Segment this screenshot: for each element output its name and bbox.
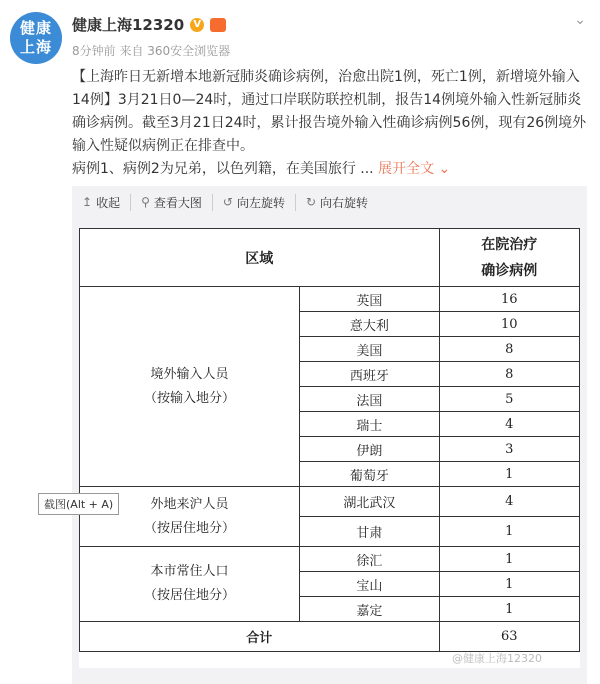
rotate-left-button[interactable] xyxy=(212,194,295,211)
header-count xyxy=(439,229,579,287)
count-cell: 1 xyxy=(439,517,579,547)
group-cell xyxy=(80,547,300,622)
post-text-2: 病例1、病例2为兄弟，以色列籍，在美国旅行 ... xyxy=(72,161,379,177)
group-label: 外地来沪人员 xyxy=(150,496,229,512)
group-sublabel: （按居住地分） xyxy=(144,588,236,603)
post-text-truncated xyxy=(72,158,587,181)
rotate-right-icon: ↻ xyxy=(305,195,317,209)
case-table-image[interactable] xyxy=(79,228,580,668)
search-icon: ⚲ xyxy=(141,195,150,209)
account-header xyxy=(72,14,226,35)
count-cell: 4 xyxy=(439,412,579,437)
header-region: 区域 xyxy=(80,229,440,287)
group-label: 本市常住人口 xyxy=(150,564,229,579)
chevron-down-icon: ⌄ xyxy=(438,161,451,177)
group-cell xyxy=(80,287,300,487)
rotate-left-label: 向左旋转 xyxy=(236,195,285,210)
expand-label: 展开全文 xyxy=(378,161,435,177)
table-row xyxy=(80,547,580,572)
case-table xyxy=(79,228,580,652)
collapse-button[interactable] xyxy=(72,194,130,211)
avatar-text-1: 健康 xyxy=(19,19,52,37)
screenshot-tooltip: 截图(Alt + A) xyxy=(38,493,119,515)
image-panel xyxy=(72,186,587,684)
group-label: 境外输入人员 xyxy=(150,366,229,382)
post-content xyxy=(72,66,587,181)
post-text: 【上海昨日无新增本地新冠肺炎确诊病例，治愈出院1例，死亡1例，新增境外输入14例】3月21日0—24时，通过口岸联防联控机制，报告14例境外输入性新冠肺炎确诊病例。截至3月21日24时，累计报告境外输入性确诊病例56例，现有26例境外输入性疑似病例正在排查中。 xyxy=(72,69,587,154)
group-sublabel: （按居住地分） xyxy=(144,520,236,536)
count-cell: 5 xyxy=(439,387,579,412)
count-cell: 1 xyxy=(439,572,579,597)
count-cell: 1 xyxy=(439,597,579,622)
count-cell: 4 xyxy=(439,487,579,517)
view-large-button[interactable] xyxy=(130,194,212,211)
rotate-right-label: 向右旋转 xyxy=(320,195,369,210)
table-header-row xyxy=(80,229,580,287)
place-cell: 湖北武汉 xyxy=(300,487,439,517)
place-cell: 瑞士 xyxy=(300,412,439,437)
count-cell: 8 xyxy=(439,337,579,362)
count-cell: 1 xyxy=(439,547,579,572)
collapse-label: 收起 xyxy=(96,195,121,210)
count-cell: 1 xyxy=(439,462,579,487)
place-cell: 葡萄牙 xyxy=(300,462,439,487)
rotate-left-icon: ↺ xyxy=(222,195,233,209)
place-cell: 西班牙 xyxy=(300,362,439,387)
rotate-right-button[interactable] xyxy=(295,194,378,211)
count-cell: 16 xyxy=(439,287,579,312)
avatar-text-2: 上海 xyxy=(19,38,52,56)
image-toolbar xyxy=(72,186,587,218)
place-cell: 宝山 xyxy=(300,572,439,597)
place-cell: 嘉定 xyxy=(300,597,439,622)
membership-icon[interactable] xyxy=(210,18,226,32)
image-watermark: @健康上海12320 xyxy=(452,652,542,665)
place-cell: 甘肃 xyxy=(300,517,439,547)
place-cell: 意大利 xyxy=(300,312,439,337)
expand-full-text-link[interactable] xyxy=(378,161,450,177)
total-value: 63 xyxy=(439,622,579,652)
arrow-up-icon: ↥ xyxy=(82,195,93,209)
count-cell: 10 xyxy=(439,312,579,337)
total-label: 合计 xyxy=(80,622,440,652)
table-row xyxy=(80,487,580,517)
count-cell: 3 xyxy=(439,437,579,462)
header-count-line2: 确诊病例 xyxy=(481,262,538,279)
place-cell: 伊朗 xyxy=(300,437,439,462)
count-cell: 8 xyxy=(439,362,579,387)
verified-icon: V xyxy=(190,18,204,32)
account-name[interactable]: 健康上海12320 xyxy=(72,16,185,34)
header-count-line1: 在院治疗 xyxy=(481,236,538,253)
place-cell: 美国 xyxy=(300,337,439,362)
table-total-row xyxy=(80,622,580,652)
post-meta: 8分钟前 来自 360安全浏览器 xyxy=(72,44,231,58)
avatar[interactable] xyxy=(10,12,62,64)
place-cell: 徐汇 xyxy=(300,547,439,572)
place-cell: 法国 xyxy=(300,387,439,412)
place-cell: 英国 xyxy=(300,287,439,312)
table-row xyxy=(80,287,580,312)
chevron-down-icon[interactable]: ⌄ xyxy=(574,12,586,28)
group-sublabel: （按输入地分） xyxy=(144,390,236,406)
view-large-label: 查看大图 xyxy=(153,195,202,210)
